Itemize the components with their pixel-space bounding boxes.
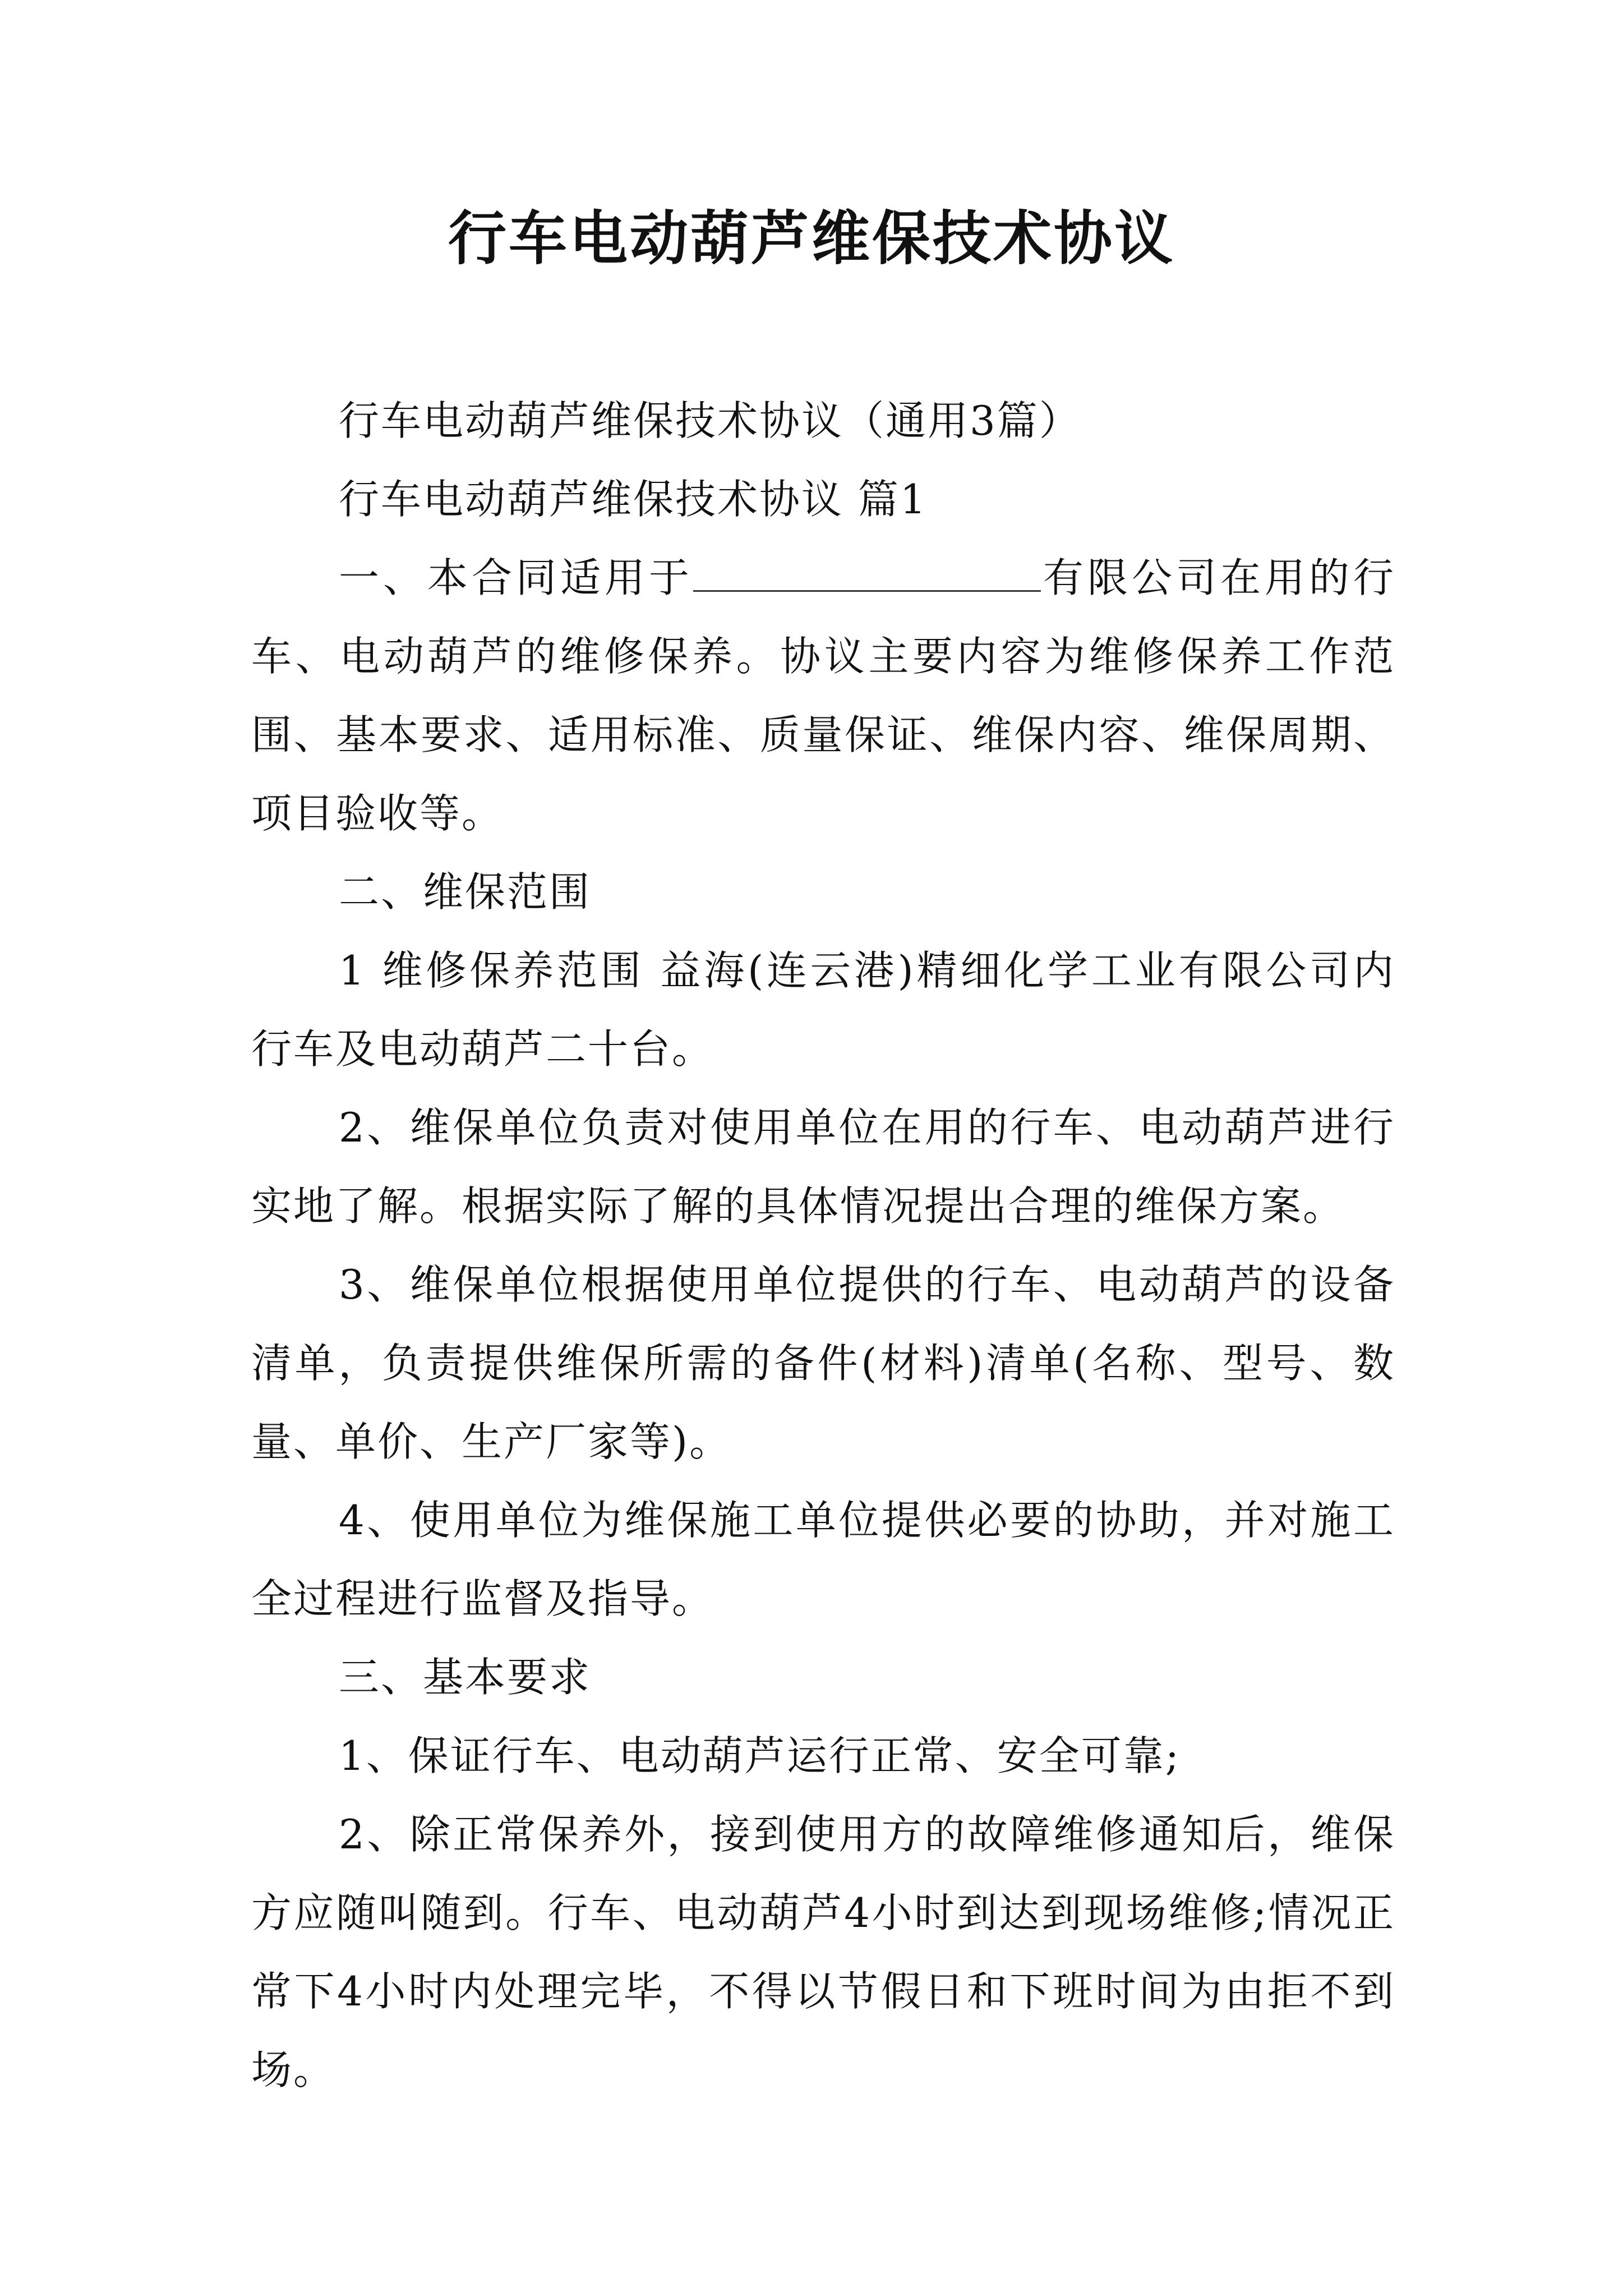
paragraph-2-3: 3、维保单位根据使用单位提供的行车、电动葫芦的设备清单，负责提供维保所需的备件(材料)清单(名称、型号、数量、单价、生产厂家等)。: [251, 1261, 1395, 1465]
paragraph-scope: [251, 539, 1395, 853]
subtitle: 行车电动葫芦维保技术协议（通用3篇）: [339, 397, 1081, 444]
paragraph-3-2: 2、除正常保养外，接到使用方的故障维修通知后，维保方应随叫随到。行车、电动葫芦4小时到达到现场维修;情况正常下4小时内处理完毕，不得以节假日和下班时间为由拒不到场。: [251, 1811, 1395, 2093]
paragraph-2-4: 4、使用单位为维保施工单位提供必要的协助，并对施工全过程进行监督及指导。: [251, 1497, 1395, 1622]
company-name-blank: [693, 555, 1041, 592]
paragraph-3-1: 1、保证行车、电动葫芦运行正常、安全可靠;: [339, 1732, 1181, 1779]
scope-text-after: 有限公司在用的行车、电动葫芦的维修保养。协议主要内容为维修保养工作范围、基本要求、适用标准、质量保证、维保内容、维保周期、项目验收等。: [251, 554, 1395, 837]
document-title: 行车电动葫芦维保技术协议: [448, 204, 1175, 273]
document-body: [251, 381, 1395, 2109]
paragraph-2-1: 1 维修保养范围 益海(连云港)精细化学工业有限公司内行车及电动葫芦二十台。: [251, 947, 1395, 1073]
heading-maintenance-scope: 二、维保范围: [339, 868, 592, 915]
paragraph-2-2: 2、维保单位负责对使用单位在用的行车、电动葫芦进行实地了解。根据实际了解的具体情况提出合理的维保方案。: [251, 1104, 1395, 1230]
section-title: 行车电动葫芦维保技术协议 篇1: [339, 476, 928, 523]
scope-text-before: 一、本合同适用于: [339, 554, 693, 601]
heading-basic-requirements: 三、基本要求: [339, 1654, 592, 1701]
